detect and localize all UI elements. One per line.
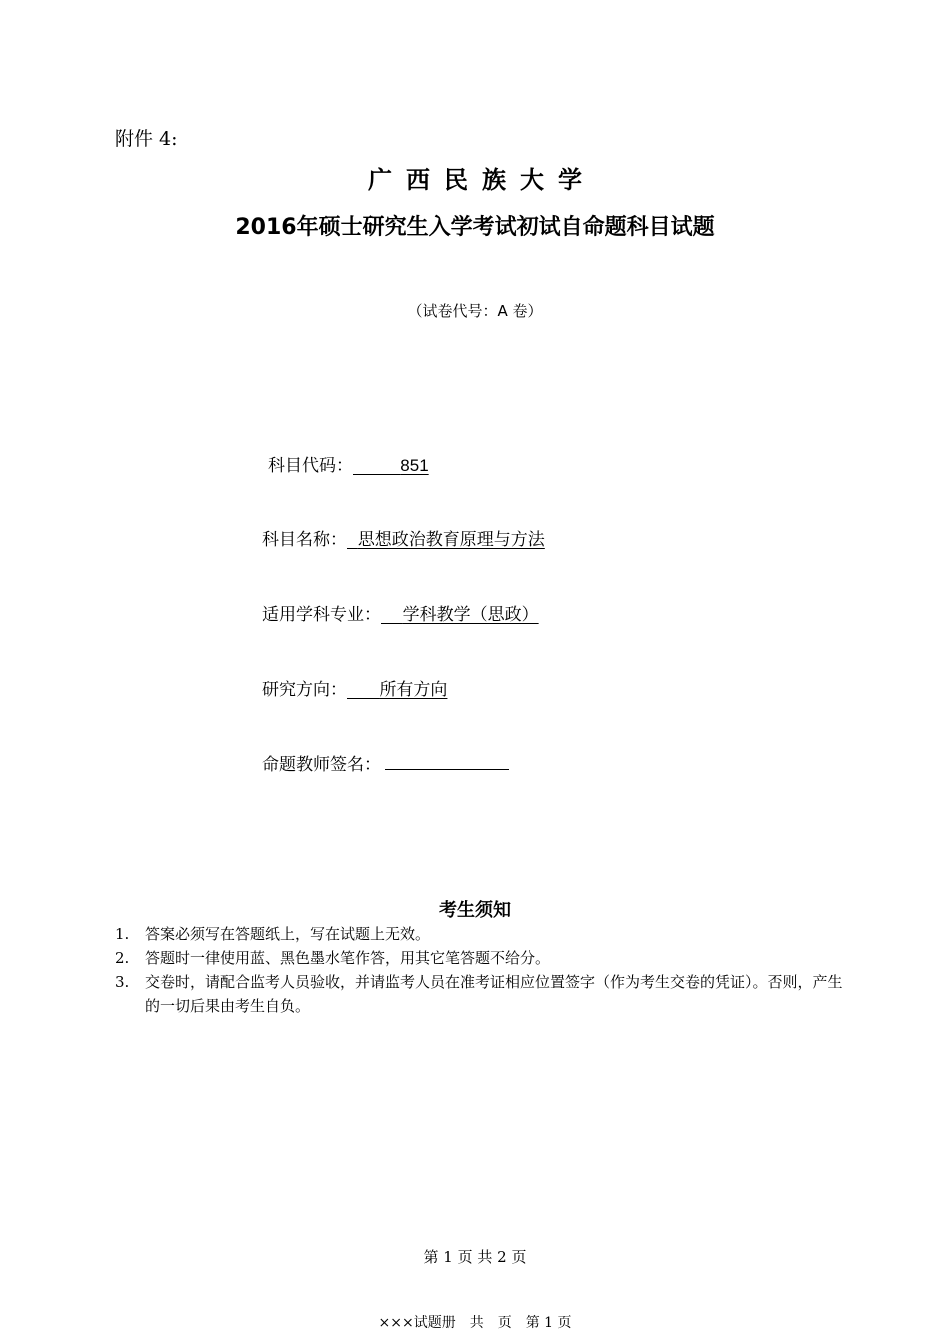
teacher-signature-row (262, 750, 509, 775)
major-label: 适用学科专业： (262, 605, 381, 625)
university-name: 广西民族大学 (368, 166, 596, 194)
attachment-label: 附件 4: (115, 128, 178, 150)
direction-value: 所有方向 (379, 680, 448, 700)
subject-code-label: 科目代码： (268, 456, 353, 476)
exam-title: 2016年硕士研究生入学考试初试自命题科目试题 (235, 215, 715, 240)
page-footer: ×××试题册 共 页 第 1 页 (378, 1315, 572, 1331)
subject-code-row (268, 451, 429, 476)
subject-name-row (262, 525, 545, 550)
paper-code: （试卷代号：A 卷） (407, 302, 543, 320)
subject-name-label: 科目名称： (262, 530, 347, 550)
list-item: 1. 答案必须写在答题纸上，写在试题上无效。 (115, 925, 431, 943)
direction-label: 研究方向： (262, 680, 347, 700)
page-number: 第 1 页 共 2 页 (423, 1248, 527, 1266)
subject-code-value: 851 (400, 456, 429, 475)
signature-line (385, 751, 509, 770)
direction-row (262, 675, 447, 700)
notice-title: 考生须知 (439, 900, 511, 921)
major-row (262, 600, 539, 625)
major-value: 学科教学（思政） (402, 605, 539, 625)
list-item: 2. 答题时一律使用蓝、黑色墨水笔作答，用其它笔答题不给分。 (115, 949, 551, 967)
notice-list (115, 922, 845, 1018)
subject-name-value: 思想政治教育原理与方法 (357, 530, 545, 550)
teacher-signature-label: 命题教师签名： (262, 755, 381, 775)
list-item: 3. 交卷时，请配合监考人员验收，并请监考人员在准考证相应位置签字（作为考生交卷的凭证）。否则，产生的一切后果由考生自负。 (115, 973, 843, 1015)
